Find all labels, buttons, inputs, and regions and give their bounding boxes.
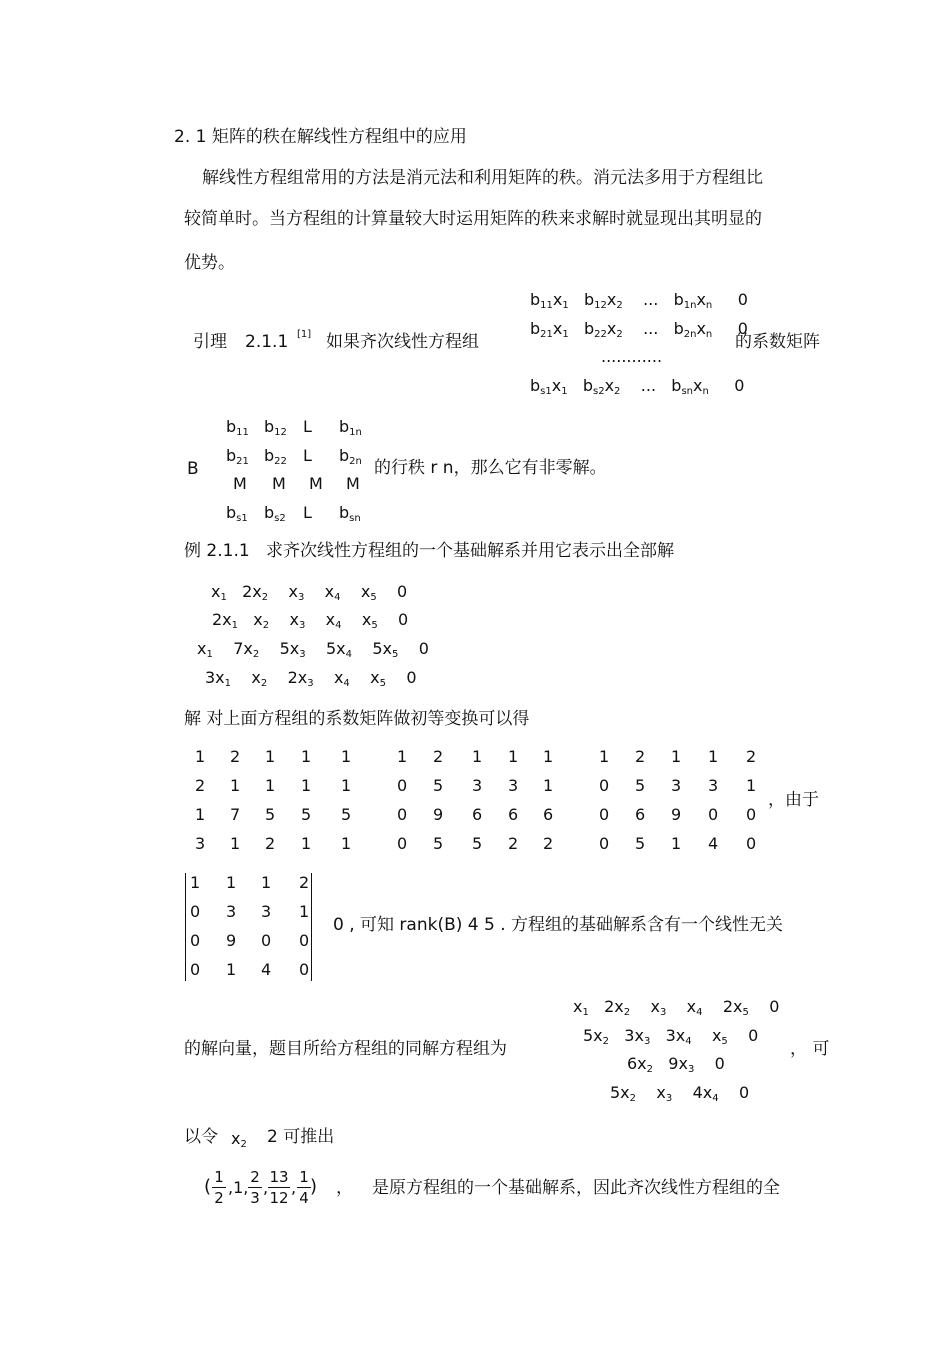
matrix-cell: 0 xyxy=(190,931,201,950)
matrix-cell: 5 xyxy=(472,834,483,853)
matrix-cell: 0 xyxy=(746,805,757,824)
intro-line-1: 解线性方程组常用的方法是消元法和利用矩阵的秩。消元法多用于方程组比 xyxy=(202,168,763,188)
matrix-cell: 0 xyxy=(299,931,310,950)
matrix-cell: 0 xyxy=(190,902,201,921)
matrix-cell: 1 xyxy=(746,776,757,795)
matrix-cell: 1 xyxy=(341,834,352,853)
matrix-cell: 0 xyxy=(746,834,757,853)
matrix-cell: 5 xyxy=(265,805,276,824)
lemma-label: 引理 xyxy=(193,332,227,352)
intro-line-2: 较简单时。当方程组的计算量较大时运用矩阵的秩来求解时就显现出其明显的 xyxy=(184,209,762,229)
matrix-cell: 3 xyxy=(472,776,483,795)
fraction-3: $\frac{13}{12}$ xyxy=(269,1168,289,1207)
final-text: 是原方程组的一个基础解系，因此齐次线性方程组的全 xyxy=(372,1178,780,1198)
matrix-cell: 1 xyxy=(301,834,312,853)
matrix-cell: 1 xyxy=(230,834,241,853)
fraction-4: $\frac{1}{4}$ xyxy=(297,1170,311,1206)
matrix-name: B xyxy=(187,459,199,479)
matrix-cell: 6 xyxy=(543,805,554,824)
matrix-cell: 2 xyxy=(299,873,310,892)
matrix-cell: 3 xyxy=(708,776,719,795)
lemma-citation: [1] xyxy=(297,329,312,340)
matrix-cell: 1 xyxy=(508,747,519,766)
example-text: 求齐次线性方程组的一个基础解系并用它表示出全部解 xyxy=(266,541,674,561)
matrix-cell: 1 xyxy=(671,747,682,766)
matrix-cell: 0 xyxy=(397,805,408,824)
matrix-cell: 2 xyxy=(195,776,206,795)
matrix-cell: 1 xyxy=(230,776,241,795)
solution-intro: 解 对上面方程组的系数矩阵做初等变换可以得 xyxy=(184,709,530,729)
section-title: 2. 1 矩阵的秩在解线性方程组中的应用 xyxy=(174,127,467,147)
matrix-cell: 0 xyxy=(708,805,719,824)
vector-comma-2: , xyxy=(263,1178,269,1197)
matrix-cell: 0 xyxy=(261,931,272,950)
matrix-cell: 1 xyxy=(599,747,610,766)
matrix-cell: 0 xyxy=(299,960,310,979)
vector-open-paren: ( xyxy=(204,1176,212,1197)
matrix-cell: 1 xyxy=(708,747,719,766)
matrix-cell: 1 xyxy=(301,776,312,795)
matrix-cell: 0 xyxy=(397,834,408,853)
matrix-cell: 7 xyxy=(230,805,241,824)
matrix-cell: 0 xyxy=(599,776,610,795)
lemma-text: 如果齐次线性方程组 xyxy=(326,332,479,352)
matrix-cell: 3 xyxy=(671,776,682,795)
matrix-cell: 2 xyxy=(635,747,646,766)
matrix-cell: 2 xyxy=(230,747,241,766)
matrix-cell: 2 xyxy=(265,834,276,853)
matrix-cell: 5 xyxy=(635,834,646,853)
matrix-cell: 1 xyxy=(265,747,276,766)
since-text: ，由于 xyxy=(768,790,819,810)
lemma-conclusion: 的行秩 r n，那么它有非零解。 xyxy=(374,458,607,478)
vector-close-paren: ) xyxy=(310,1176,318,1197)
matrix-cell: 4 xyxy=(261,960,272,979)
intro-line-3: 优势。 xyxy=(184,253,235,273)
matrix-cell: 1 xyxy=(671,834,682,853)
matrix-cell: 1 xyxy=(397,747,408,766)
matrix-cell: 9 xyxy=(671,805,682,824)
final-comma: ， xyxy=(336,1178,353,1198)
matrix-cell: 9 xyxy=(226,931,237,950)
matrix-cell: 1 xyxy=(261,873,272,892)
matrix-cell: 5 xyxy=(635,776,646,795)
same-solution-text: 的解向量，题目所给方程组的同解方程组为 xyxy=(184,1039,507,1059)
matrix-cell: 3 xyxy=(195,834,206,853)
matrix-cell: 1 xyxy=(472,747,483,766)
matrix-cell: 1 xyxy=(195,747,206,766)
matrix-cell: 6 xyxy=(635,805,646,824)
matrix-cell: 5 xyxy=(301,805,312,824)
matrix-cell: 0 xyxy=(190,960,201,979)
matrix-cell: 4 xyxy=(708,834,719,853)
matrix-cell: 1 xyxy=(341,747,352,766)
matrix-cell: 5 xyxy=(433,834,444,853)
fraction-1: $\frac{1}{2}$ xyxy=(212,1170,226,1206)
let-variable: $x_2$ xyxy=(231,1129,247,1150)
lemma-number: 2.1.1 xyxy=(245,332,289,352)
matrix-cell: 6 xyxy=(508,805,519,824)
matrix-cell: 1 xyxy=(190,873,201,892)
det-right-bar xyxy=(311,873,312,981)
matrix-cell: 6 xyxy=(472,805,483,824)
matrix-cell: 3 xyxy=(226,902,237,921)
matrix-cell: 0 xyxy=(599,834,610,853)
matrix-cell: 2 xyxy=(433,747,444,766)
matrix-cell: 5 xyxy=(341,805,352,824)
matrix-cell: 9 xyxy=(433,805,444,824)
matrix-cell: 1 xyxy=(543,776,554,795)
matrix-cell: 1 xyxy=(226,873,237,892)
comma-ke: ， 可 xyxy=(790,1039,830,1059)
lemma-ellipsis: ............ xyxy=(601,347,663,366)
vector-sep: ,1, xyxy=(228,1178,249,1197)
matrix-cell: 1 xyxy=(543,747,554,766)
matrix-cell: 1 xyxy=(299,902,310,921)
let-text: 以令 xyxy=(184,1127,218,1147)
matrix-cell: 0 xyxy=(397,776,408,795)
matrix-cell: 1 xyxy=(226,960,237,979)
lemma-text-after: 的系数矩阵 xyxy=(735,332,820,352)
example-label: 例 2.1.1 xyxy=(184,541,250,561)
matrix-cell: 1 xyxy=(265,776,276,795)
matrix-cell: 3 xyxy=(508,776,519,795)
vector-comma-3: , xyxy=(291,1178,297,1197)
det-text: 0 , 可知 rank(B) 4 5 . 方程组的基础解系含有一个线性无关 xyxy=(333,915,784,935)
matrix-cell: 5 xyxy=(433,776,444,795)
matrix-cell: 2 xyxy=(746,747,757,766)
matrix-cell: 1 xyxy=(341,776,352,795)
matrix-cell: 1 xyxy=(195,805,206,824)
matrix-cell: 2 xyxy=(543,834,554,853)
matrix-cell: 1 xyxy=(301,747,312,766)
fraction-2: $\frac{2}{3}$ xyxy=(248,1170,262,1206)
matrix-cell: 0 xyxy=(599,805,610,824)
matrix-cell: 2 xyxy=(508,834,519,853)
matrix-cell: 3 xyxy=(261,902,272,921)
let-value: 2 可推出 xyxy=(267,1127,335,1147)
det-left-bar xyxy=(185,873,186,981)
